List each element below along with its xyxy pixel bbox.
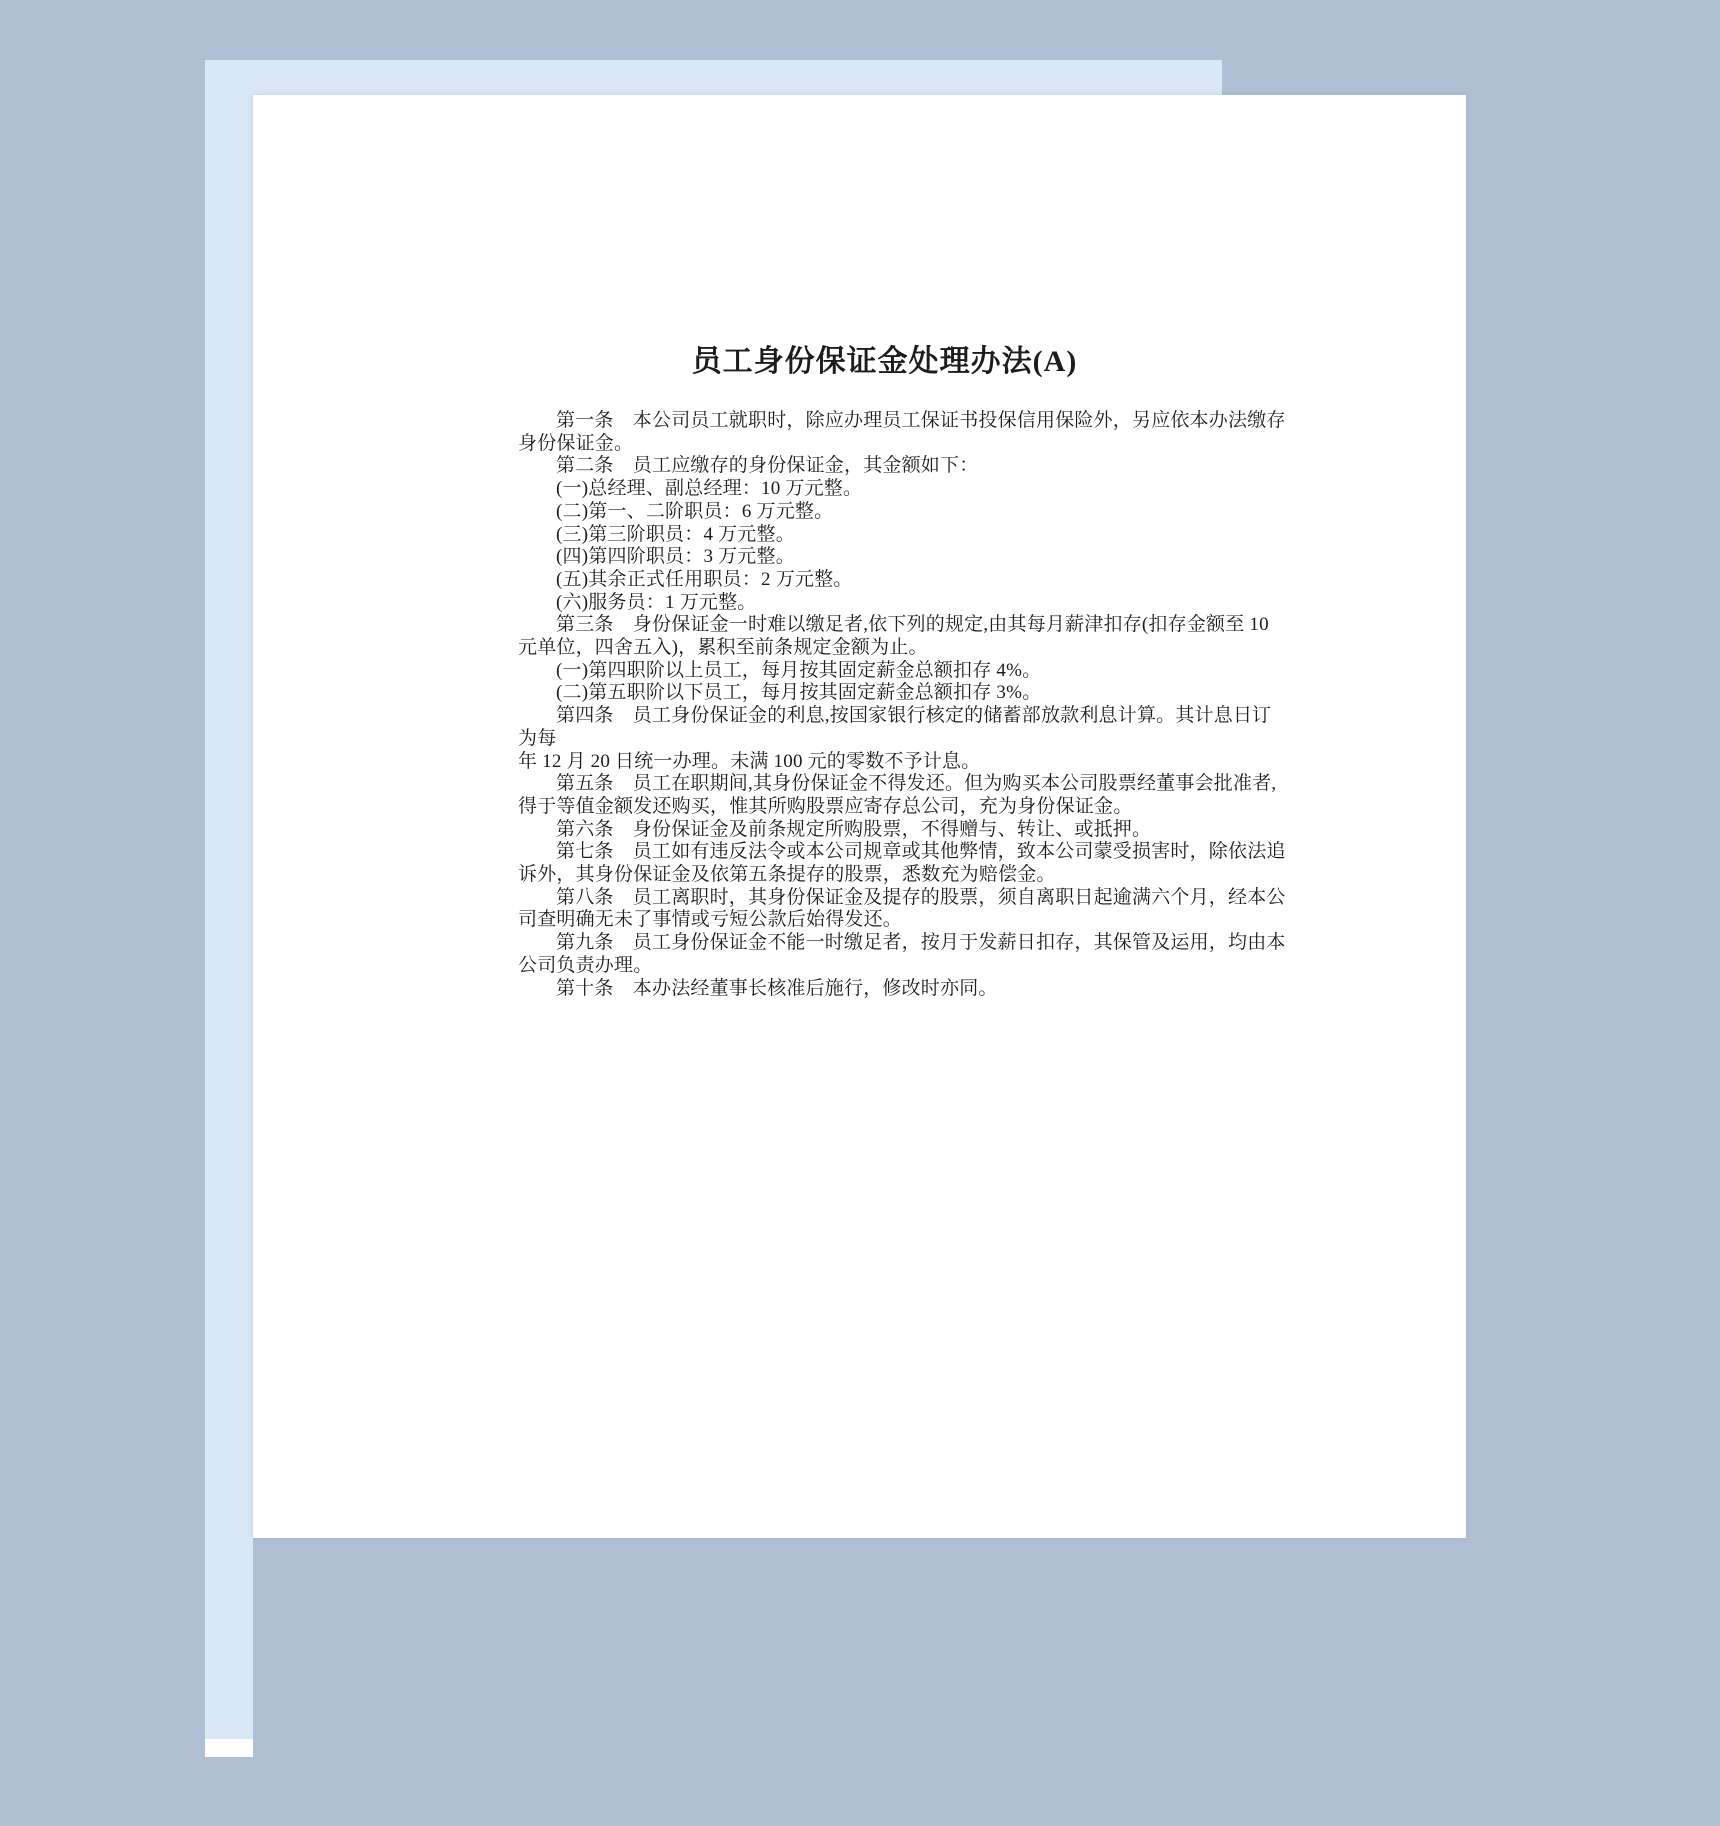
doc-line: 年 12 月 20 日统一办理。未满 100 元的零数不予计息。 <box>518 750 981 772</box>
backing-sheet-left-edge <box>205 60 253 1757</box>
doc-line: 身份保证金。 <box>518 432 634 454</box>
document-title: 员工身份保证金处理办法(A) <box>691 345 1078 378</box>
document-page <box>253 95 1466 1538</box>
document-content <box>253 95 1466 1000</box>
doc-line: 第三条 身份保证金一时难以缴足者,依下列的规定,由其每月薪津扣存(扣存金额至 10 <box>556 614 1269 636</box>
doc-line: 得于等值金额发还购买，惟其所购股票应寄存总公司，充为身份保证金。 <box>518 795 1133 817</box>
doc-line: 为每 <box>518 727 557 749</box>
doc-line: 第四条 员工身份保证金的利息,按国家银行核定的储蓄部放款利息计算。其计息日订 <box>556 705 1272 727</box>
doc-line: (二)第五职阶以下员工，每月按其固定薪金总额扣存 3%。 <box>556 682 1042 704</box>
doc-line: 第六条 身份保证金及前条规定所购股票，不得赠与、转让、或抵押。 <box>556 818 1152 840</box>
doc-line: 第二条 员工应缴存的身份保证金，其金额如下： <box>556 455 979 477</box>
doc-line: 第一条 本公司员工就职时，除应办理员工保证书投保信用保险外，另应依本办法缴存 <box>556 410 1286 431</box>
doc-line: 司查明确无未了事情或亏短公款后始得发还。 <box>518 909 903 931</box>
doc-line: (六)服务员：1 万元整。 <box>556 591 757 613</box>
doc-line: (四)第四阶职员：3 万元整。 <box>556 546 795 568</box>
doc-line: 第十条 本办法经董事长核准后施行，修改时亦同。 <box>556 977 998 999</box>
doc-line: (五)其余正式任用职员：2 万元整。 <box>556 568 853 590</box>
doc-line: (三)第三阶职员：4 万元整。 <box>556 523 795 545</box>
doc-line: (二)第一、二阶职员：6 万元整。 <box>556 500 834 522</box>
doc-line: 第八条 员工离职时，其身份保证金及提存的股票，须自离职日起逾满六个月，经本公 <box>556 886 1286 908</box>
document-body <box>518 410 1286 1000</box>
doc-line: (一)第四职阶以上员工，每月按其固定薪金总额扣存 4%。 <box>556 659 1042 681</box>
doc-line: (一)总经理、副总经理：10 万元整。 <box>556 478 863 500</box>
doc-line: 第五条 员工在职期间,其身份保证金不得发还。但为购买本公司股票经董事会批准者, <box>556 773 1277 795</box>
paper-corner <box>205 1739 253 1757</box>
doc-line: 公司负责办理。 <box>518 954 653 976</box>
doc-line: 第七条 员工如有违反法令或本公司规章或其他弊情，致本公司蒙受损害时，除依法追 <box>556 841 1286 863</box>
doc-line: 第九条 员工身份保证金不能一时缴足者，按月于发薪日扣存，其保管及运用，均由本 <box>556 932 1286 954</box>
doc-line: 元单位，四舍五入)，累积至前条规定金额为止。 <box>518 637 928 659</box>
doc-line: 诉外，其身份保证金及依第五条提存的股票，悉数充为赔偿金。 <box>518 864 1056 886</box>
